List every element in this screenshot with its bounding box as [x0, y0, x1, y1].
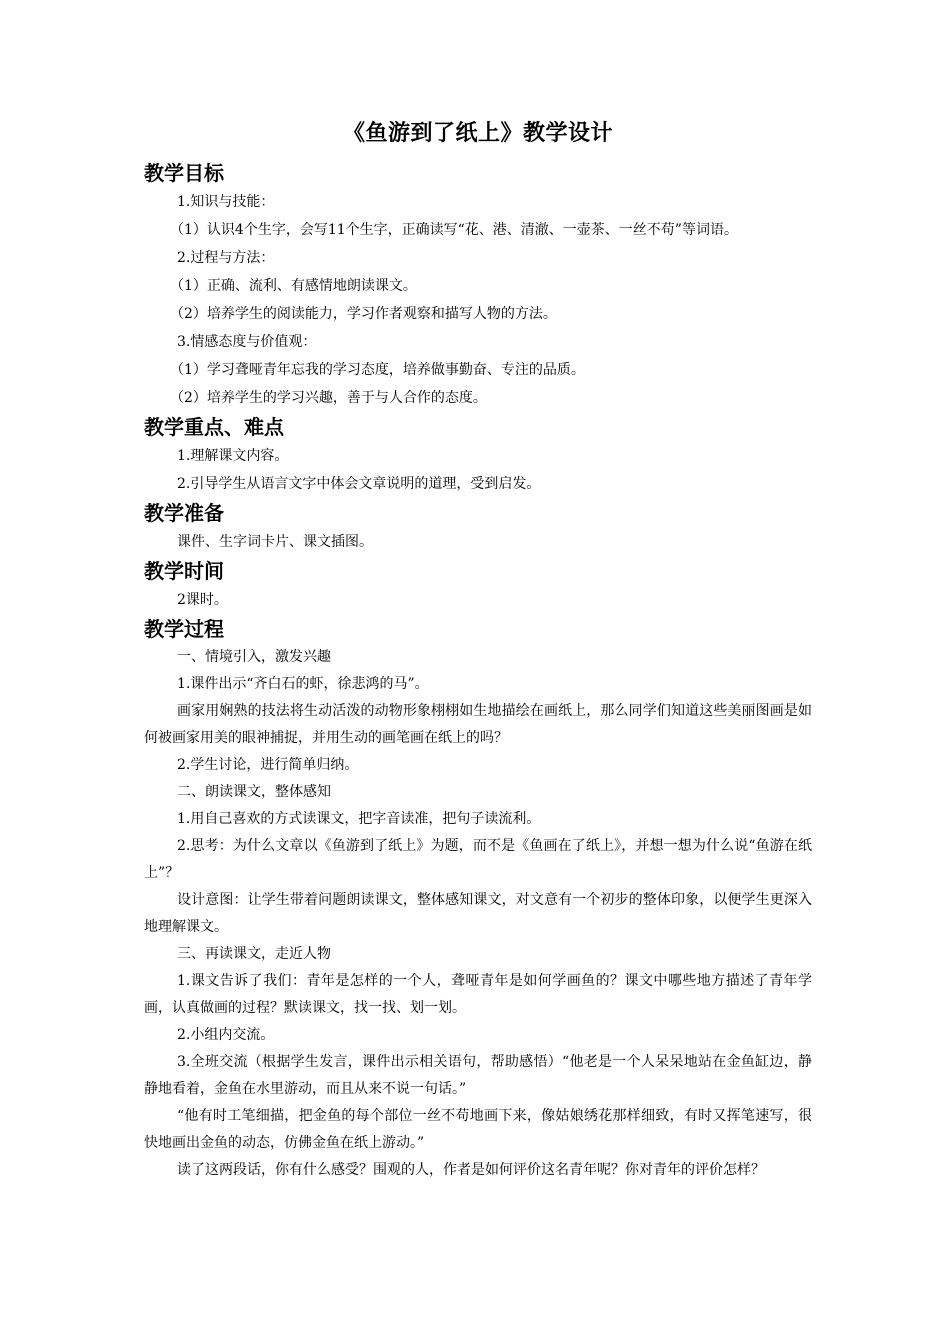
paragraph: “他有时工笔细描，把金鱼的每个部位一丝不苟地画下来，像姑娘绣花那样细致，有时又挥笔速写，很快地画出金鱼的动态，仿佛金鱼在纸上游动。”	[144, 1108, 812, 1151]
section-key-points	[144, 412, 812, 498]
section-heading: 教学重点、难点	[144, 415, 284, 439]
section-preparation	[144, 498, 812, 556]
paragraph: 1.理解课文内容。	[177, 448, 289, 464]
section-teaching-process	[144, 614, 812, 1184]
paragraph: 1.用自己喜欢的方式读课文，把字音读准，把句子读流利。	[177, 811, 541, 827]
paragraph: （1）学习聋哑青年忘我的学习态度，培养做事勤奋、专注的品质。	[170, 362, 585, 378]
paragraph: 三、再读课文，走近人物	[177, 946, 331, 962]
document-body	[144, 118, 812, 1184]
paragraph: 课件、生字词卡片、课文插图。	[177, 534, 373, 550]
paragraph: 1.课件出示“齐白石的虾，徐悲鸿的马”。	[177, 676, 429, 692]
paragraph: 一、情境引入，激发兴趣	[177, 649, 331, 665]
paragraph: 2.过程与方法：	[177, 250, 275, 266]
section-heading: 教学过程	[144, 617, 224, 641]
paragraph: （1）认识4个生字，会写11个生字，正确读写“花、港、清澈、一壶茶、一丝不苟”等词语。	[170, 222, 738, 238]
section-teaching-goals	[144, 158, 812, 412]
paragraph: （2）培养学生的阅读能力，学习作者观察和描写人物的方法。	[170, 306, 557, 322]
paragraph: 2课时。	[177, 592, 228, 608]
paragraph: （1）正确、流利、有感情地朗读课文。	[170, 278, 417, 294]
paragraph: 3.情感态度与价值观：	[177, 334, 317, 350]
document-title: 《鱼游到了纸上》教学设计	[342, 121, 613, 146]
paragraph: 3.全班交流（根据学生发言，课件出示相关语句，帮助感悟）“他老是一个人呆呆地站在金鱼缸边，静静地看着，金鱼在水里游动，而且从来不说一句话。”	[144, 1054, 812, 1097]
paragraph: 2.引导学生从语言文字中体会文章说明的道理，受到启发。	[177, 476, 541, 492]
paragraph: 设计意图：让学生带着问题朗读课文，整体感知课文，对文意有一个初步的整体印象，以便学生更深入地理解课文。	[144, 892, 812, 935]
section-heading: 教学目标	[144, 161, 224, 185]
paragraph: 画家用娴熟的技法将生动活泼的动物形象栩栩如生地描绘在画纸上，那么同学们知道这些美丽图画是如何被画家用美的眼神捕捉，并用生动的画笔画在纸上的吗？	[144, 703, 812, 746]
paragraph: 二、朗读课文，整体感知	[177, 784, 331, 800]
paragraph: 1.课文告诉了我们：青年是怎样的一个人，聋哑青年是如何学画鱼的？课文中哪些地方描述了青年学画，认真做画的过程？默读课文，找一找、划一划。	[144, 973, 812, 1016]
paragraph: 2.小组内交流。	[177, 1027, 275, 1043]
section-heading: 教学准备	[144, 501, 224, 525]
paragraph: 2.思考：为什么文章以《鱼游到了纸上》为题，而不是《鱼画在了纸上》，并想一想为什么说“鱼游在纸上”？	[144, 838, 812, 881]
paragraph: 读了这两段话，你有什么感受？围观的人，作者是如何评价这名青年呢？你对青年的评价怎样？	[177, 1162, 765, 1178]
paragraph: 1.知识与技能：	[177, 194, 275, 210]
section-teaching-time	[144, 556, 812, 614]
paragraph: 2.学生讨论，进行简单归纳。	[177, 757, 359, 773]
paragraph: （2）培养学生的学习兴趣，善于与人合作的态度。	[170, 390, 487, 406]
section-heading: 教学时间	[144, 559, 224, 583]
